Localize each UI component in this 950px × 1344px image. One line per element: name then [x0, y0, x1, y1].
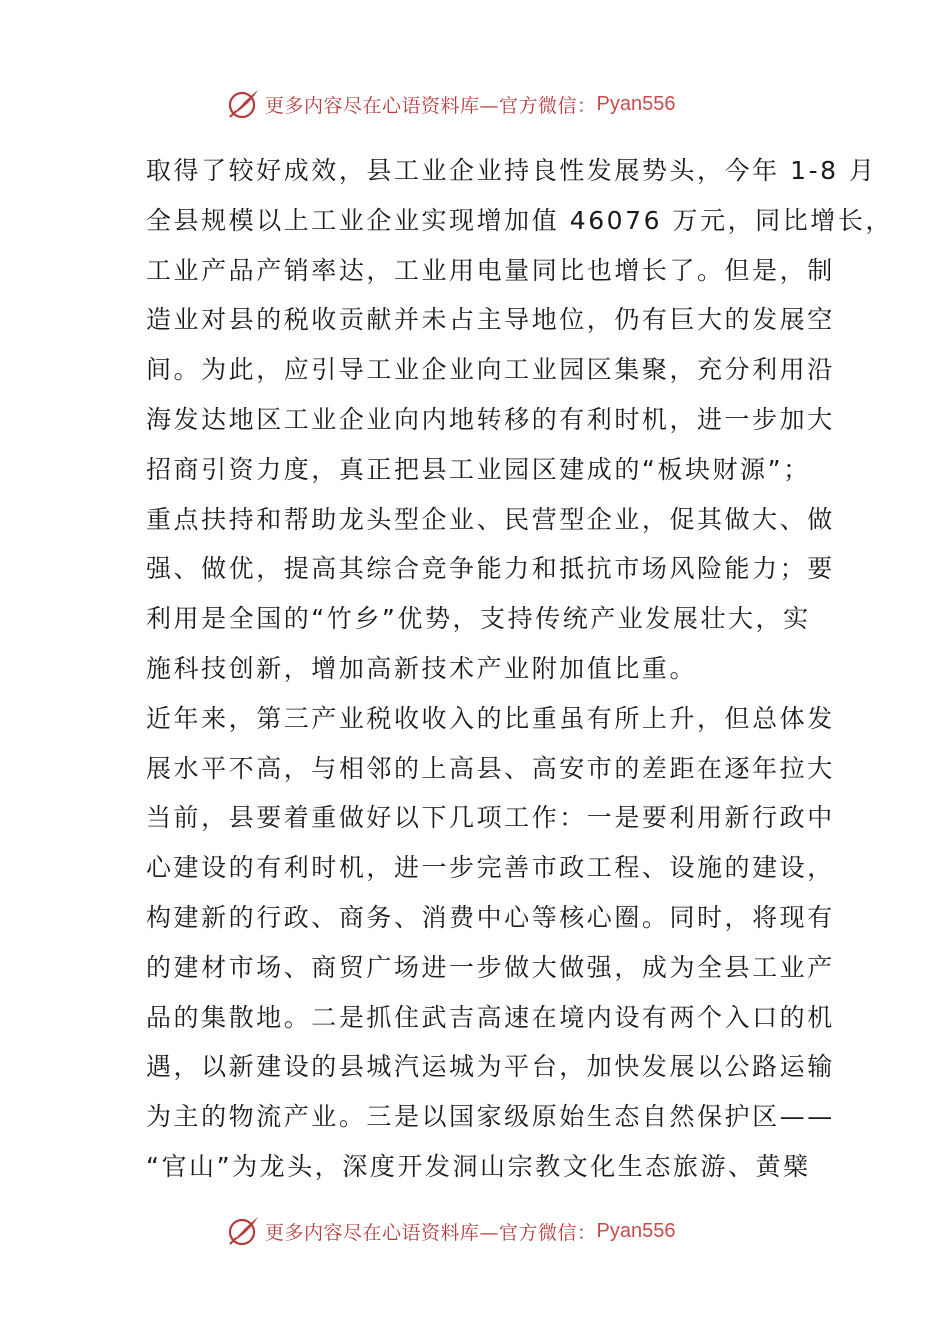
- quill-logo-icon: [227, 1214, 261, 1248]
- quill-logo-icon: [227, 87, 261, 121]
- text-line: 造业对县的税收贡献并未占主导地位，仍有巨大的发展空: [146, 305, 835, 335]
- text-line: 间。为此，应引导工业企业向工业园区集聚，充分利用沿: [146, 355, 835, 385]
- text-line: 构建新的行政、商务、消费中心等核心圈。同时，将现有: [146, 902, 835, 932]
- header-watermark: [227, 84, 675, 124]
- text-line: “官山”为龙头，深度开发洞山宗教文化生态旅游、黄檗: [146, 1151, 811, 1181]
- text-line: 强、做优，提高其综合竞争能力和抵抗市场风险能力；要: [146, 554, 835, 584]
- text-line: 施科技创新，增加高新技术产业附加值比重。: [146, 653, 698, 683]
- text-line: 全县规模以上工业企业实现增加值 46076 万元，同比增长，: [146, 205, 893, 235]
- text-line: 的建材市场、商贸广场进一步做大做强，成为全县工业产: [146, 952, 835, 982]
- text-line: 展水平不高，与相邻的上高县、高安市的差距在逐年拉大: [146, 753, 835, 783]
- text-line: 心建设的有利时机，进一步完善市政工程、设施的建设，: [146, 853, 835, 883]
- text-line: 当前，县要着重做好以下几项工作：一是要利用新行政中: [146, 803, 835, 833]
- text-line: 遇，以新建设的县城汽运城为平台，加快发展以公路运输: [146, 1052, 835, 1082]
- text-line: 近年来，第三产业税收收入的比重虽有所上升，但总体发: [146, 703, 835, 733]
- footer-watermark: [227, 1211, 675, 1251]
- watermark-text: 更多内容尽在心语资料库—官方微信：: [265, 94, 597, 117]
- text-line: 工业产品产销率达，工业用电量同比也增长了。但是，制: [146, 255, 835, 285]
- text-line: 重点扶持和帮助龙头型企业、民营型企业，促其做大、做: [146, 504, 835, 534]
- watermark-wechat-id: Pyan556: [596, 1219, 676, 1242]
- watermark-text: 更多内容尽在心语资料库—官方微信：: [265, 1221, 597, 1244]
- text-line: 为主的物流产业。三是以国家级原始生态自然保护区——: [146, 1102, 835, 1132]
- text-line: 取得了较好成效，县工业企业持良性发展势头，今年 1-8 月: [146, 156, 877, 185]
- text-line: 海发达地区工业企业向内地转移的有利时机，进一步加大: [146, 404, 835, 434]
- text-line: 品的集散地。二是抓住武吉高速在境内设有两个入口的机: [146, 1002, 835, 1032]
- text-line: 招商引资力度，真正把县工业园区建成的“板块财源”；: [146, 454, 811, 484]
- watermark-wechat-id: Pyan556: [596, 92, 676, 115]
- body-text: [146, 146, 893, 1192]
- text-line: 利用是全国的“竹乡”优势，支持传统产业发展壮大，实: [146, 604, 811, 634]
